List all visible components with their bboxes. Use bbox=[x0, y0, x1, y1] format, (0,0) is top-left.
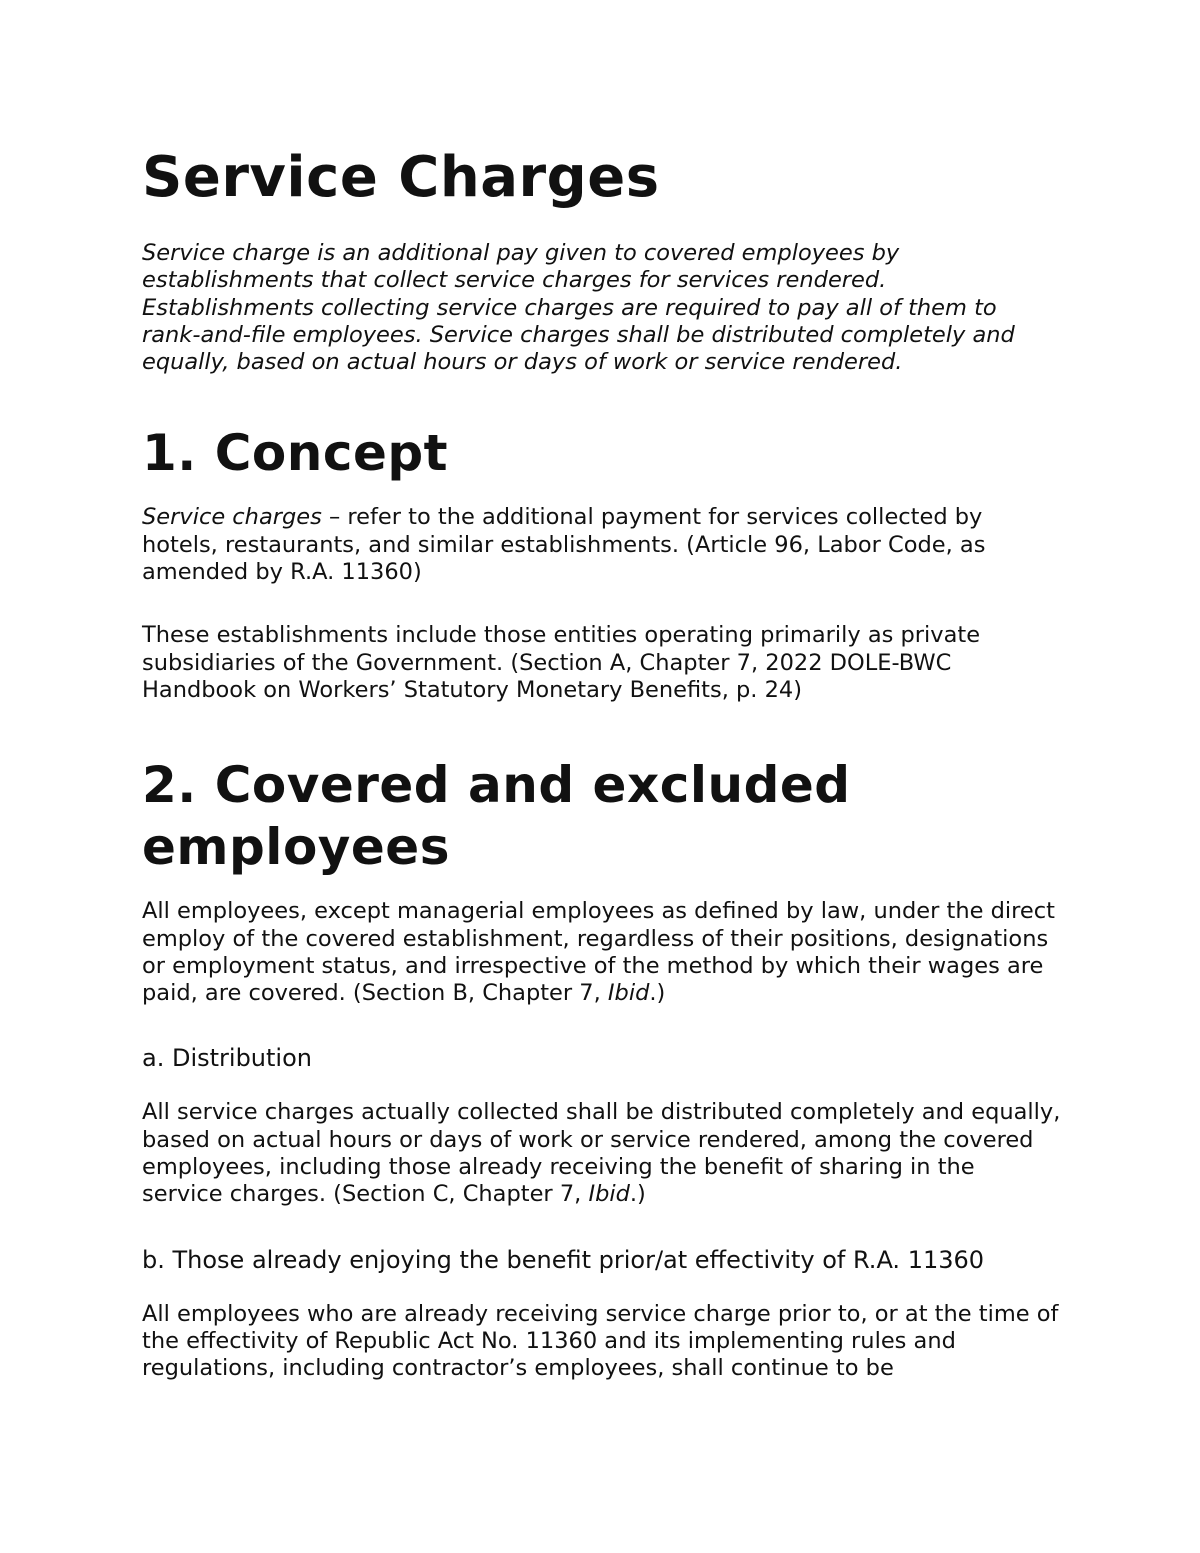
subheading-already-enjoying: b. Those already enjoying the benefit prior/at effectivity of R.A. 11360 bbox=[142, 1245, 985, 1274]
concept-establishments-paragraph: These establishments include those entities operating primarily as private subsidiaries of the Government. (Section A, Chapter 7, 2022 DOLE-BWC Handbook on Workers’ Statutory Monetary Benefits, p. 24) bbox=[142, 622, 981, 703]
distribution-text: All service charges actually collected shall be distributed completely and equally, based on actual hours or days of work or service rendered, among the covered employees, including those already receiving the benefit of sharing in the service charges. (Section C, Chapter 7, bbox=[142, 1099, 1061, 1208]
section-heading-covered-excluded: 2. Covered and excluded employees bbox=[142, 756, 851, 877]
already-enjoying-paragraph: All employees who are already receiving service charge prior to, or at the time of the effectivity of Republic Act No. 11360 and its implementing rules and regulations, including contractor’s employees, shall continue to be bbox=[142, 1300, 1059, 1382]
subheading-distribution: a. Distribution bbox=[142, 1044, 312, 1073]
concept-definition-text: – refer to the additional payment for services collected by hotels, restaurants, and similar establishments. (Article 96, Labor Code, as amended by R.A. 11360) bbox=[142, 504, 986, 586]
document-page bbox=[142, 140, 1062, 1383]
document-title: Service Charges bbox=[142, 145, 660, 210]
concept-definition-paragraph bbox=[142, 504, 1062, 586]
ibid-reference: Ibid bbox=[588, 1181, 630, 1208]
term-service-charges: Service charges bbox=[142, 504, 322, 531]
ibid-reference: Ibid bbox=[607, 980, 650, 1007]
section-heading-concept: 1. Concept bbox=[142, 424, 449, 483]
citation-close: .) bbox=[649, 980, 666, 1007]
distribution-paragraph bbox=[142, 1099, 1062, 1208]
intro-paragraph: Service charge is an additional pay given to covered employees by establishments that collect service charges for services rendered. Establishments collecting service charges are required to pay all of them to rank-and-file employees. Service charges shall be distributed completely and equally, based on actual hours or days of work or service rendered. bbox=[142, 240, 1015, 376]
covered-employees-paragraph bbox=[142, 898, 1062, 1007]
covered-employees-text: All employees, except managerial employees as defined by law, under the direct employ of the covered establishment, regardless of their positions, designations or employment status, and irrespective of the method by which their wages are paid, are covered. (Section B, Chapter 7, bbox=[142, 898, 1055, 1007]
citation-close: .) bbox=[629, 1181, 646, 1208]
